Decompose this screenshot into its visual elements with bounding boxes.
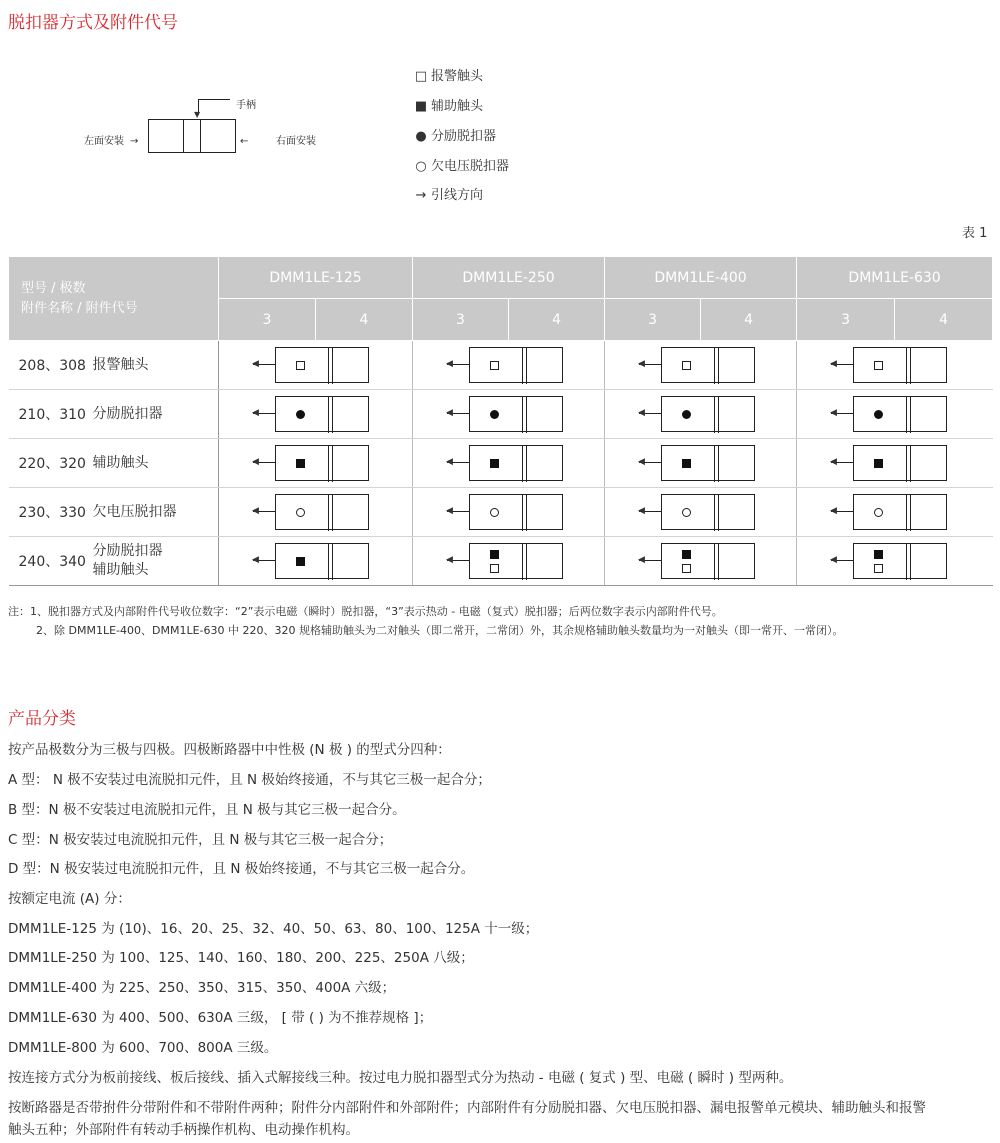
note-2: 2、除 DMM1LE-400、DMM1LE-630 中 220、320 规格辅助触头为二对触头（即二常开，二常闭）外，其余规格辅助触头数量均为一对触头（即一常开、一常闭）。	[36, 624, 844, 637]
lead-arrow-icon: ◀	[252, 457, 259, 467]
classification-paragraph: DMM1LE-400 为 225、250、350、315、350、400A 六级；	[8, 980, 396, 996]
accessory-diagram-cell	[797, 390, 993, 439]
accessory-diagram-cell	[219, 439, 413, 488]
pole-header: 3	[605, 299, 701, 341]
breaker-symbol	[447, 347, 563, 383]
empty-square-icon	[874, 564, 883, 573]
model-header: DMM1LE-250	[413, 257, 605, 299]
breaker-box	[469, 347, 563, 383]
lead-arrow-icon: ◀	[446, 408, 453, 418]
filled-square-icon	[874, 459, 883, 468]
legend-lead-direction: → 引线方向	[414, 186, 483, 206]
lead-arrow-icon: ◀	[830, 506, 837, 516]
breaker-box	[661, 543, 755, 579]
breaker-symbol	[831, 347, 947, 383]
accessory-diagram-cell	[413, 537, 605, 586]
handle-pointer-line	[198, 99, 230, 100]
lead-arrow-icon: ◀	[830, 457, 837, 467]
breaker-symbol	[831, 445, 947, 481]
table-label: 表 1	[962, 226, 988, 241]
lead-arrow-icon: ◀	[638, 506, 645, 516]
filled-dot-icon	[874, 410, 883, 419]
note-1: 注：1、脱扣器方式及内部附件代号收位数字：“2”表示电磁（瞬时）脱扣器，“3”表示热动 - 电磁（复式）脱扣器；后两位数字表示内部附件代号。	[8, 605, 723, 618]
accessory-name: 辅助触头	[91, 439, 219, 488]
breaker-box	[661, 347, 755, 383]
accessory-diagram-cell	[219, 488, 413, 537]
breaker-symbol	[447, 396, 563, 432]
accessory-name: 欠电压脱扣器	[91, 488, 219, 537]
table-corner-header: 型号 / 极数 附件名称 / 附件代号	[9, 257, 219, 341]
breaker-box	[853, 445, 947, 481]
filled-dot-icon	[296, 410, 305, 419]
breaker-symbol	[639, 396, 755, 432]
breaker-box	[275, 445, 369, 481]
accessory-code: 230、330	[9, 488, 91, 537]
breaker-box	[661, 396, 755, 432]
empty-square-icon	[874, 361, 883, 370]
accessory-code: 208、308	[9, 341, 91, 390]
filled-square-icon	[490, 550, 499, 559]
accessory-diagram-cell	[605, 488, 797, 537]
breaker-symbol	[831, 494, 947, 530]
classification-paragraph: A 型： N 极不安装过电流脱扣元件，且 N 极始终接通，不与其它三极一起合分；	[8, 772, 491, 788]
classification-paragraph: DMM1LE-250 为 100、125、140、160、180、200、225、250A 八级；	[8, 950, 474, 966]
breaker-box	[661, 494, 755, 530]
handle-arrow-icon: ▼	[194, 110, 201, 119]
classification-paragraph: 按产品极数分为三极与四极。四极断路器中中性极 (N 极 ) 的型式分四种：	[8, 742, 451, 758]
filled-square-icon	[682, 550, 691, 559]
classification-paragraph: C 型：N 极安装过电流脱扣元件，且 N 极与其它三极一起合分；	[8, 832, 393, 848]
lead-arrow-icon: ◀	[252, 506, 259, 516]
filled-dot-icon	[490, 410, 499, 419]
arrow-right-icon: →	[415, 188, 427, 203]
lead-arrow-icon: ◀	[830, 359, 837, 369]
accessory-diagram-cell	[413, 341, 605, 390]
model-header: DMM1LE-630	[797, 257, 993, 299]
filled-square-icon	[874, 550, 883, 559]
lead-arrow-icon: ◀	[830, 555, 837, 565]
breaker-symbol	[253, 396, 369, 432]
legend-shunt-release: ● 分励脱扣器	[414, 127, 496, 147]
breaker-symbol	[447, 543, 563, 579]
right-arrow-icon: ←	[240, 136, 249, 147]
breaker-box	[469, 445, 563, 481]
pole-header: 4	[316, 299, 413, 341]
breaker-symbol	[831, 543, 947, 579]
breaker-symbol	[253, 494, 369, 530]
filled-square-icon	[296, 459, 305, 468]
lead-arrow-icon: ◀	[830, 408, 837, 418]
breaker-symbol	[253, 347, 369, 383]
install-diagram	[80, 90, 340, 160]
empty-dot-icon	[296, 508, 305, 517]
accessory-code: 220、320	[9, 439, 91, 488]
empty-dot-icon	[874, 508, 883, 517]
empty-square-icon	[682, 361, 691, 370]
accessory-diagram-cell	[605, 341, 797, 390]
breaker-box	[275, 494, 369, 530]
filled-square-icon: ■	[414, 99, 428, 114]
classification-paragraph: DMM1LE-800 为 600、700、800A 三级。	[8, 1040, 278, 1056]
accessory-diagram-cell	[797, 341, 993, 390]
filled-square-icon	[296, 557, 305, 566]
accessory-diagram-cell	[797, 439, 993, 488]
right-install-label: 右面安装	[276, 136, 316, 147]
breaker-symbol	[639, 494, 755, 530]
accessory-name: 分励脱扣器	[91, 390, 219, 439]
breaker-symbol	[447, 494, 563, 530]
classification-paragraph: B 型：N 极不安装过电流脱扣元件，且 N 极与其它三极一起合分。	[8, 802, 406, 818]
accessory-table	[8, 256, 993, 586]
classification-paragraph: 按连接方式分为板前接线、板后接线、插入式解接线三种。按过电力脱扣器型式分为热动 - 电磁 ( 复式 ) 型、电磁 ( 瞬时 ) 型两种。	[8, 1070, 793, 1086]
pole-header: 4	[701, 299, 797, 341]
breaker-box	[469, 494, 563, 530]
breaker-box	[469, 396, 563, 432]
pole-header: 4	[509, 299, 605, 341]
filled-square-icon	[682, 459, 691, 468]
breaker-box	[275, 396, 369, 432]
table-row	[9, 341, 993, 390]
classification-paragraph: DMM1LE-125 为 (10)、16、20、25、32、40、50、63、80、100、125A 十一级；	[8, 921, 539, 937]
filled-square-icon	[490, 459, 499, 468]
filled-dot-icon	[682, 410, 691, 419]
breaker-box	[853, 543, 947, 579]
breaker-box	[469, 543, 563, 579]
accessory-diagram-cell	[797, 488, 993, 537]
lead-arrow-icon: ◀	[638, 359, 645, 369]
lead-arrow-icon: ◀	[638, 408, 645, 418]
breaker-box	[853, 347, 947, 383]
accessory-diagram-cell	[413, 488, 605, 537]
lead-arrow-icon: ◀	[446, 506, 453, 516]
classification-paragraph: 按额定电流 (A) 分：	[8, 891, 131, 907]
accessory-code: 240、340	[9, 537, 91, 586]
breaker-box	[853, 494, 947, 530]
filled-dot-icon: ●	[415, 129, 427, 144]
accessory-diagram-cell	[219, 341, 413, 390]
lead-arrow-icon: ◀	[446, 359, 453, 369]
section-title-classification: 产品分类	[8, 709, 76, 729]
accessory-diagram-cell	[413, 390, 605, 439]
breaker-symbol	[639, 347, 755, 383]
breaker-box	[275, 347, 369, 383]
accessory-diagram-cell	[413, 439, 605, 488]
empty-square-icon: □	[414, 69, 428, 84]
empty-dot-icon	[682, 508, 691, 517]
empty-square-icon	[682, 564, 691, 573]
accessory-diagram-cell	[797, 537, 993, 586]
breaker-symbol	[253, 445, 369, 481]
breaker-symbol	[639, 543, 755, 579]
lead-arrow-icon: ◀	[252, 408, 259, 418]
pole-header: 3	[797, 299, 895, 341]
table-notes	[8, 602, 843, 640]
accessory-name: 分励脱扣器 辅助触头	[91, 537, 219, 586]
breaker-symbol	[639, 445, 755, 481]
pole-header: 3	[219, 299, 316, 341]
left-install-label: 左面安装	[84, 136, 124, 147]
handle-label: 手柄	[236, 100, 256, 111]
empty-square-icon	[490, 564, 499, 573]
classification-paragraph: 按断路器是否带拊件分带附件和不带附件两种；附件分内部附件和外部附件；内部附件有分励脱扣器、欠电压脱扣器、漏电报警单元模块、辅助触头和报警	[8, 1100, 926, 1116]
pole-header: 3	[413, 299, 509, 341]
accessory-diagram-cell	[605, 439, 797, 488]
table-row	[9, 537, 993, 586]
section-title: 脱扣器方式及附件代号	[8, 13, 178, 33]
lead-arrow-icon: ◀	[638, 457, 645, 467]
accessory-diagram-cell	[605, 537, 797, 586]
accessory-diagram-cell	[219, 537, 413, 586]
breaker-symbol	[253, 543, 369, 579]
classification-paragraph: 触头五种；外部附件有转动手柄操作机构、电动操作机构。	[8, 1122, 359, 1138]
empty-dot-icon: ○	[415, 159, 427, 174]
lead-arrow-icon: ◀	[252, 555, 259, 565]
breaker-symbol	[447, 445, 563, 481]
breaker-outline	[148, 119, 236, 153]
lead-arrow-icon: ◀	[638, 555, 645, 565]
model-header: DMM1LE-125	[219, 257, 413, 299]
breaker-box	[275, 543, 369, 579]
lead-arrow-icon: ◀	[252, 359, 259, 369]
accessory-code: 210、310	[9, 390, 91, 439]
model-header: DMM1LE-400	[605, 257, 797, 299]
breaker-box	[853, 396, 947, 432]
left-arrow-icon: →	[130, 136, 139, 147]
classification-paragraph: DMM1LE-630 为 400、500、630A 三级， [ 带 ( ) 为不推荐规格 ]；	[8, 1010, 433, 1026]
accessory-diagram-cell	[605, 390, 797, 439]
table-row	[9, 439, 993, 488]
table-row	[9, 390, 993, 439]
accessory-name: 报警触头	[91, 341, 219, 390]
breaker-symbol	[831, 396, 947, 432]
legend-aux-contact: ■ 辅助触头	[414, 97, 483, 117]
breaker-box	[661, 445, 755, 481]
lead-arrow-icon: ◀	[446, 457, 453, 467]
legend-alarm-contact: □ 报警触头	[414, 67, 483, 87]
lead-arrow-icon: ◀	[446, 555, 453, 565]
classification-paragraph: D 型：N 极安装过电流脱扣元件，且 N 极始终接通，不与其它三极一起合分。	[8, 861, 475, 877]
empty-square-icon	[490, 361, 499, 370]
empty-square-icon	[296, 361, 305, 370]
accessory-diagram-cell	[219, 390, 413, 439]
table-row	[9, 488, 993, 537]
legend-undervoltage-release: ○ 欠电压脱扣器	[414, 157, 509, 177]
empty-dot-icon	[490, 508, 499, 517]
pole-header: 4	[895, 299, 993, 341]
